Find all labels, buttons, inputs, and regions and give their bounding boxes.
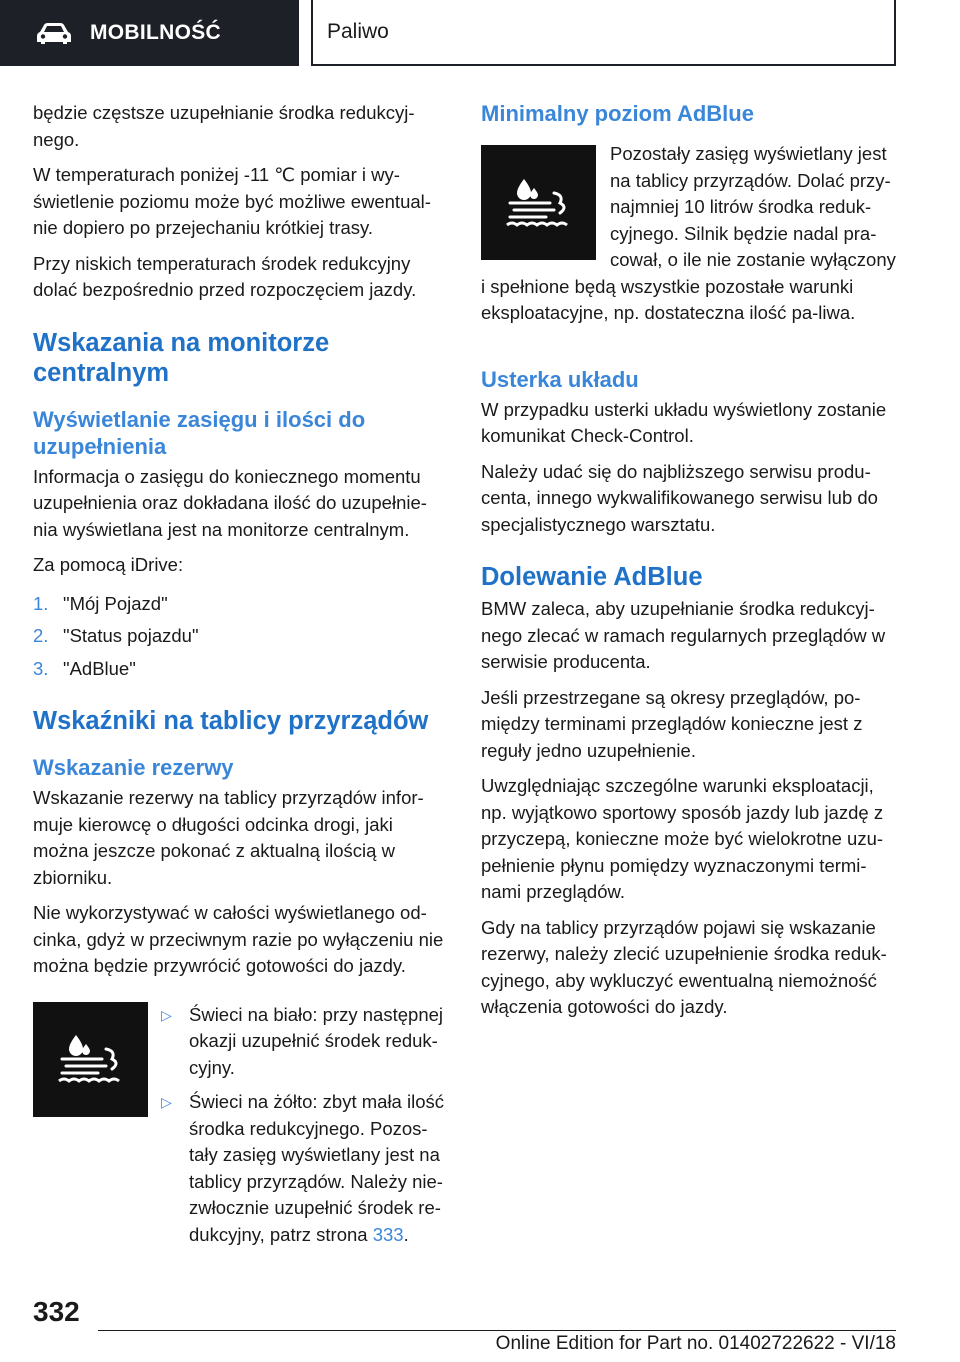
list-item xyxy=(161,1089,451,1248)
bullet-marker: ▷ xyxy=(161,1006,172,1023)
list-item xyxy=(33,623,451,650)
paragraph: Przy niskich temperaturach środek redukcyjny dolać bezpośrednio przed rozpoczęciem jazdy. xyxy=(33,252,417,300)
chapter-title: Paliwo xyxy=(327,20,389,43)
left-column xyxy=(33,100,451,1256)
indicator-bullets xyxy=(161,1002,451,1257)
edition-note: Online Edition for Part no. 01402722622 - VI/18 xyxy=(495,1333,896,1354)
heading-refill: Dolewanie AdBlue xyxy=(481,563,703,591)
step-text: "Status pojazdu" xyxy=(63,625,199,646)
page-link[interactable]: 333 xyxy=(372,1223,404,1245)
bullet-text-part: Świeci na żółto: zbyt mała ilość środka redukcyjnego. Pozos-tały zasięg wyświetlany jest na tablicy przyrządów. Należy nie-zwłocznie uzupełnić środek re-dukcyjny, patrz strona xyxy=(189,1091,444,1245)
step-number: 1. xyxy=(33,592,49,614)
adblue-warning-icon xyxy=(481,145,596,260)
heading-indicators: Wskaźniki na tablicy przyrządów xyxy=(33,707,429,735)
step-text: "Mój Pojazd" xyxy=(63,592,168,614)
heading-reserve: Wskazanie rezerwy xyxy=(33,755,234,780)
paragraph: Uwzględniając szczególne warunki eksploatacji, np. wyjątkowo sportowy sposób jazdy lub jazdę z przyczepą, konieczne może być wielokrotne uzu-pełnienie płynu pomiędzy wyznaczonymi termi-nami przeglądów. xyxy=(481,775,884,902)
list-item xyxy=(33,656,451,683)
step-text: "AdBlue" xyxy=(63,657,136,679)
paragraph: Za pomocą iDrive: xyxy=(33,554,184,575)
idrive-steps xyxy=(33,591,451,683)
paragraph: Gdy na tablicy przyrządów pojawi się wskazanie rezerwy, należy zlecić uzupełnienie środka reduk-cyjnego, aby wykluczyć ewentualną niemożność włączenia gotowości do jazdy. xyxy=(481,916,887,1017)
bullet-marker: ▷ xyxy=(161,1094,172,1110)
adblue-warning-icon xyxy=(33,1002,148,1117)
bullet-text: Świeci na biało: przy następnej okazji uzupełnić środek reduk-cyjny. xyxy=(189,1003,444,1078)
paragraph: W przypadku usterki układu wyświetlony zostanie komunikat Check-Control. xyxy=(481,398,887,446)
paragraph: Informacja o zasięgu do koniecznego momentu uzupełnienia oraz dokładana ilość do uzupełnie-nia wyświetlana jest na monitorze centralnym. xyxy=(33,465,427,540)
heading-range: Wyświetlanie zasięgu i ilości do uzupełnienia xyxy=(33,406,366,459)
paragraph: Nie wykorzystywać w całości wyświetlanego od-cinka, gdyż w przeciwnym razie po wyłączeniu nie można będzie przywrócić gotowości do jazdy. xyxy=(33,902,444,976)
heading-system-fault: Usterka układu xyxy=(481,366,639,392)
right-column xyxy=(481,100,899,1030)
list-item xyxy=(161,1002,451,1082)
paragraph: Jeśli przestrzegane są okresy przeglądów, po-między terminami przeglądów konieczne jest z reguły jedno uzupełnienie. xyxy=(481,686,863,761)
section-tab xyxy=(0,0,299,66)
bullet-text xyxy=(189,1089,451,1248)
car-icon xyxy=(36,21,72,45)
section-title: MOBILNOŚĆ xyxy=(90,21,222,44)
heading-monitor: Wskazania na monitorze centralnym xyxy=(33,328,330,387)
paragraph: BMW zaleca, aby uzupełnianie środka redukcyj-nego zlecać w ramach regularnych przeglądów w serwisie producenta. xyxy=(481,598,886,672)
paragraph: Wskazanie rezerwy na tablicy przyrządów infor-muje kierowcę o długości odcinka drogi, jaki można jeszcze pokonać z aktualną ilością w zbiorniku. xyxy=(33,787,424,888)
footer-divider xyxy=(98,1330,896,1331)
bullet-text-part: . xyxy=(403,1223,409,1245)
paragraph: będzie częstsze uzupełnianie środka redukcyj-nego. xyxy=(33,102,415,150)
paragraph: Należy udać się do najbliższego serwisu produ-centa, innego wykwalifikowanego serwisu lub do specjalistycznego warsztatu. xyxy=(481,460,878,535)
paragraph: W temperaturach poniżej -11 ℃ pomiar i wy-świetlenie poziomu może być możliwe ewentual-nie dopiero po przejechaniu krótkiej trasy. xyxy=(33,164,431,238)
step-number: 3. xyxy=(33,657,49,679)
reserve-indicator-block xyxy=(33,1002,451,1257)
step-number: 2. xyxy=(33,625,49,646)
page-number: 332 xyxy=(33,1296,80,1327)
list-item xyxy=(33,591,451,618)
chapter-header xyxy=(311,0,896,66)
paragraph: Pozostały zasięg wyświetlany jest na tablicy przyrządów. Dolać przy-najmniej 10 litrów środka reduk-cyjnego. Silnik będzie nadal pra-cował, o ile nie zostanie wyłączony i spełnione będą wszystkie pozostałe warunki eksploatacyjne, np. dostateczna ilość pa-liwa. xyxy=(481,143,896,323)
heading-minimum-level: Minimalny poziom AdBlue xyxy=(481,101,754,126)
